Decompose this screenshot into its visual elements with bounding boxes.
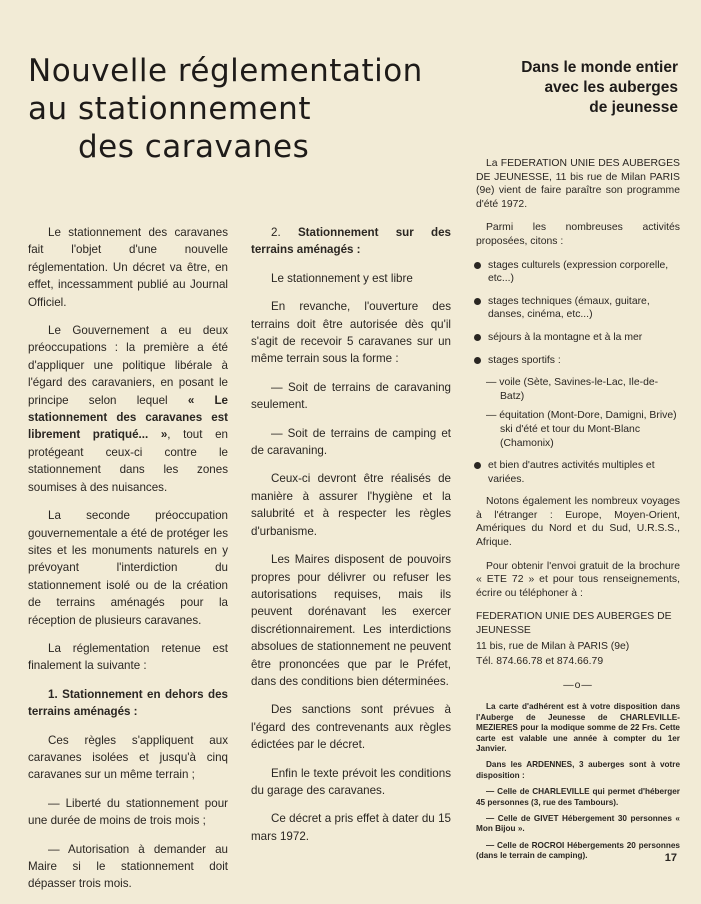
- paragraph: Ce décret a pris effet à dater du 15 mars 1972.: [251, 812, 451, 843]
- article-column-2: [251, 224, 451, 856]
- paragraph: Pour obtenir l'envoi gratuit de la brochure « ETE 72 » et pour tous renseignements, écrire ou téléphoner à :: [476, 560, 680, 599]
- sub-list-item: ski d'été et tour du Mont-Blanc (Chamonix): [500, 423, 641, 449]
- paragraph: Ces règles s'appliquent aux caravanes isolées et jusqu'à cinq caravanes sur un même terrain ;: [28, 733, 228, 782]
- phone: Tél. 874.66.78 et 874.66.79: [476, 656, 604, 668]
- activity-list: [476, 259, 680, 368]
- article-column-1: [28, 224, 228, 904]
- paragraph: Notons également les nombreux voyages à l'étranger : Europe, Moyen-Orient, Amériques du Nord et du Sud, U.R.S.S., Afrique.: [476, 496, 680, 549]
- note: La carte d'adhérent est à votre disposition dans l'Auberge de Jeunesse de CHARLEVILLE-MEZIERES pour la modique somme de 22 Frs. Cette carte est valable une année à compter du 1er Janvier.: [476, 702, 680, 754]
- separator: —o—: [563, 679, 593, 691]
- paragraph: Ceux-ci devront être réalisés de manière à assurer l'hygiène et la salubrité et à respecter les règles d'urbanisme.: [251, 472, 451, 538]
- list-item: stages sportifs :: [476, 354, 680, 368]
- title-line-3: des caravanes: [78, 129, 310, 165]
- list-item: stages techniques (émaux, guitare, danses, cinéma, etc...): [476, 295, 680, 322]
- paragraph: La FEDERATION UNIE DES AUBERGES DE JEUNESSE, 11 bis rue de Milan PARIS (9e) vient de faire paraître son programme d'été 1972.: [476, 158, 680, 210]
- sub-list-item: — voile (Sète, Savines-le-Lac, Ile-de-Batz): [486, 377, 659, 402]
- list-item: stages culturels (expression corporelle, etc...): [476, 259, 680, 286]
- paragraph: Le stationnement y est libre: [271, 271, 413, 285]
- page-number: 17: [664, 852, 677, 864]
- note: — Celle de CHARLEVILLE qui permet d'héberger 45 personnes (3, rue des Tambours).: [476, 787, 680, 807]
- organization-name: FEDERATION UNIE DES AUBERGES DE JEUNESSE: [476, 611, 672, 637]
- list-item: séjours à la montagne et à la mer: [476, 331, 680, 345]
- paragraph: La seconde préoccupation gouvernementale a été de protéger les sites et les monuments naturels en y prévoyant l'interdiction du stationnement isolé ou de la création de terrains aménagés pour la réception de plusieurs caravanes.: [28, 509, 228, 627]
- paragraph: Enfin le texte prévoit les conditions du garage des caravanes.: [251, 766, 451, 797]
- bullet-icon: [474, 262, 481, 269]
- section-heading: 2. Stationnement sur des terrains aménagés :: [251, 226, 451, 257]
- article-title: [28, 52, 448, 166]
- list-item: — Autorisation à demander au Maire si le stationnement doit dépasser trois mois.: [28, 842, 228, 891]
- sidebar-column: [476, 157, 680, 868]
- sub-list-item: — équitation (Mont-Dore, Damigni, Brive): [486, 410, 677, 422]
- list-item: — Liberté du stationnement pour une durée de moins de trois mois ;: [28, 796, 228, 828]
- list-item: — Soit de terrains de camping et de caravaning.: [251, 426, 451, 458]
- bullet-icon: [474, 357, 481, 364]
- bullet-icon: [474, 298, 481, 305]
- title-line-2: au stationnement: [28, 91, 311, 127]
- paragraph: Le stationnement des caravanes fait l'objet d'une nouvelle réglementation. Un décret va être, en effet, incessamment publié au Journal Officiel.: [28, 226, 228, 309]
- paragraph: Parmi les nombreuses activités proposées, citons :: [476, 222, 680, 247]
- paragraph: Le Gouvernement a eu deux préoccupations : la première a été d'appliquer une politique libérale à l'égard des caravaniers, en posant le principe selon lequel « Le stationnement des caravanes est librement pratiqué... », tout en protégeant ceux-ci contre le stationnement dans les zones soumises à des nuisances.: [28, 324, 228, 494]
- paragraph: La réglementation retenue est finalement la suivante :: [28, 641, 228, 673]
- note: Dans les ARDENNES, 3 auberges sont à votre disposition :: [476, 760, 680, 780]
- list-item: — Soit de terrains de caravaning seulement.: [251, 380, 451, 412]
- title-line-1: Nouvelle réglementation: [28, 53, 423, 89]
- paragraph: Les Maires disposent de pouvoirs propres pour délivrer ou refuser les autorisations requises, mais ils peuvent dorénavant les exercer discrétionnairement. Les interdictions absolues de stationnement ne peuvent être prononcées que par le Préfet, dans des conditions bien déterminées.: [251, 553, 451, 688]
- list-item: et bien d'autres activités multiples et variées.: [476, 459, 680, 486]
- note: — Celle de GIVET Hébergement 30 personnes « Mon Bijou ».: [476, 814, 680, 834]
- bullet-icon: [474, 334, 481, 341]
- quoted-principle: « Le stationnement des caravanes est librement pratiqué... »: [28, 393, 228, 442]
- paragraph: Des sanctions sont prévues à l'égard des contrevenants aux règles édictées par le décret.: [251, 703, 451, 752]
- section-heading: 1. Stationnement en dehors des terrains aménagés :: [28, 687, 228, 719]
- bullet-icon: [474, 462, 481, 469]
- paragraph: En revanche, l'ouverture des terrains doit être autorisée dès qu'il s'agit de recevoir 5 caravanes sur un même terrain sous la forme :: [251, 300, 451, 366]
- note: — Celle de ROCROI Hébergements 20 personnes (dans le terrain de camping).: [476, 840, 680, 861]
- activity-list: [476, 459, 680, 486]
- address: 11 bis, rue de Milan à PARIS (9e): [476, 640, 630, 652]
- sidebar-heading: Dans le monde entier avec les auberges de jeunesse: [521, 59, 678, 116]
